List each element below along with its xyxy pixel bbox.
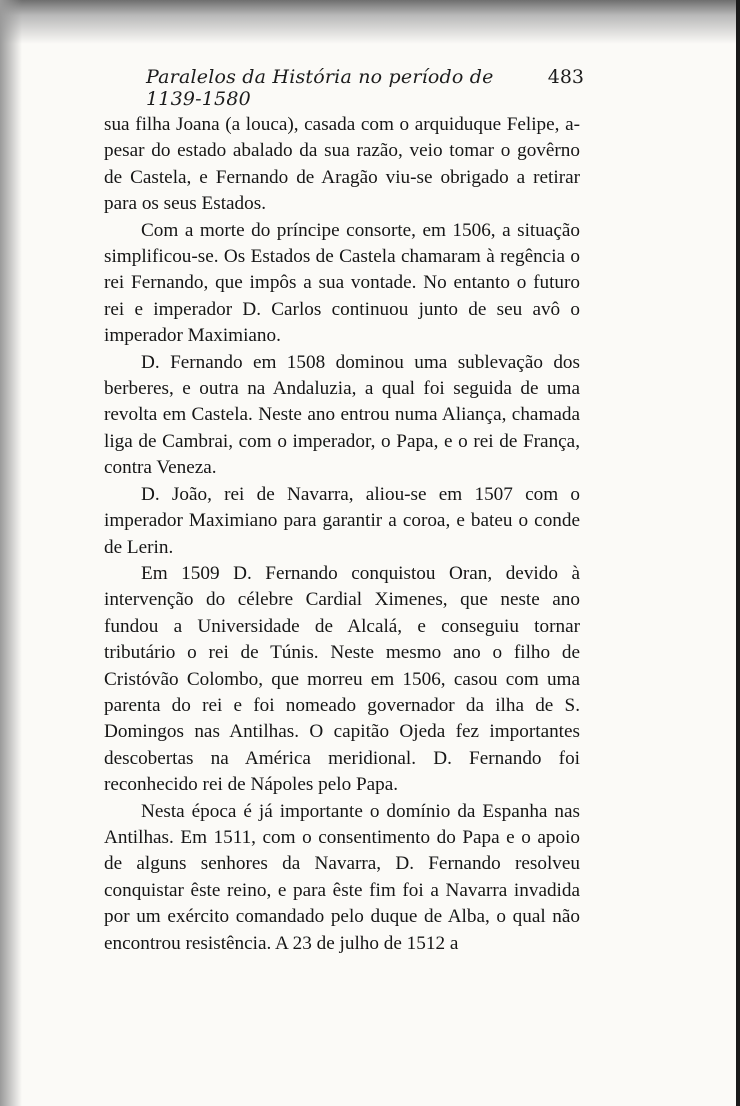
running-title: Paralelos da História no período de 1139-1580 (146, 66, 494, 110)
scan-border-right (736, 0, 740, 1106)
body-text (104, 112, 580, 957)
paragraph: Nesta época é já importante o domínio da Espanha nas Antilhas. Em 1511, com o consentimento do Papa e o apoio de alguns senhores da Navarra, D. Fernando resolveu conquistar êste reino, e para êste fim foi a Navarra invadida por um exército comandado pelo duque de Alba, o qual não encontrou resistência. A 23 de julho de 1512 a (104, 800, 580, 954)
scan-shadow-left (0, 0, 22, 1106)
running-header (104, 66, 584, 110)
paragraph: D. Fernando em 1508 dominou uma sublevação dos berberes, e outra na Andaluzia, a qual foi seguida de uma revolta em Castela. Neste ano entrou numa Aliança, chamada liga de Cambrai, com o imperador, o Papa, e o rei de França, contra Veneza. (104, 351, 580, 479)
paragraph: Em 1509 D. Fernando conquistou Oran, devido à intervenção do célebre Cardial Ximenes, que neste ano fundou a Universidade de Alcalá, e conseguiu tornar tributário o rei de Túnis. Neste mesmo ano o filho de Cristóvão Colombo, que morreu em 1506, casou com uma parenta do rei e foi nomeado governador da ilha de S. Domingos nas Antilhas. O capitão Ojeda fez importantes descobertas na América meridional. D. Fernando foi reconhecido rei de Nápoles pelo Papa. (104, 562, 580, 796)
page-number: 483 (547, 66, 584, 88)
scan-shadow-top (0, 0, 740, 44)
paragraph: Com a morte do príncipe consorte, em 1506, a situação simplificou-se. Os Estados de Castela chamaram à regência o rei Fernando, que impôs a sua vontade. No entanto o futuro rei e imperador D. Carlos continuou junto de seu avô o imperador Maximiano. (104, 219, 580, 347)
paragraph: D. João, rei de Navarra, aliou-se em 1507 com o imperador Maximiano para garantir a coroa, e bateu o conde de Lerin. (104, 483, 580, 558)
paragraph-continuation: sua filha Joana (a louca), casada com o arquiduque Felipe, a-pesar do estado abalado da sua razão, veio tomar o govêrno de Castela, e Fernando de Aragão viu-se obrigado a retirar para os seus Estados. (104, 114, 580, 215)
